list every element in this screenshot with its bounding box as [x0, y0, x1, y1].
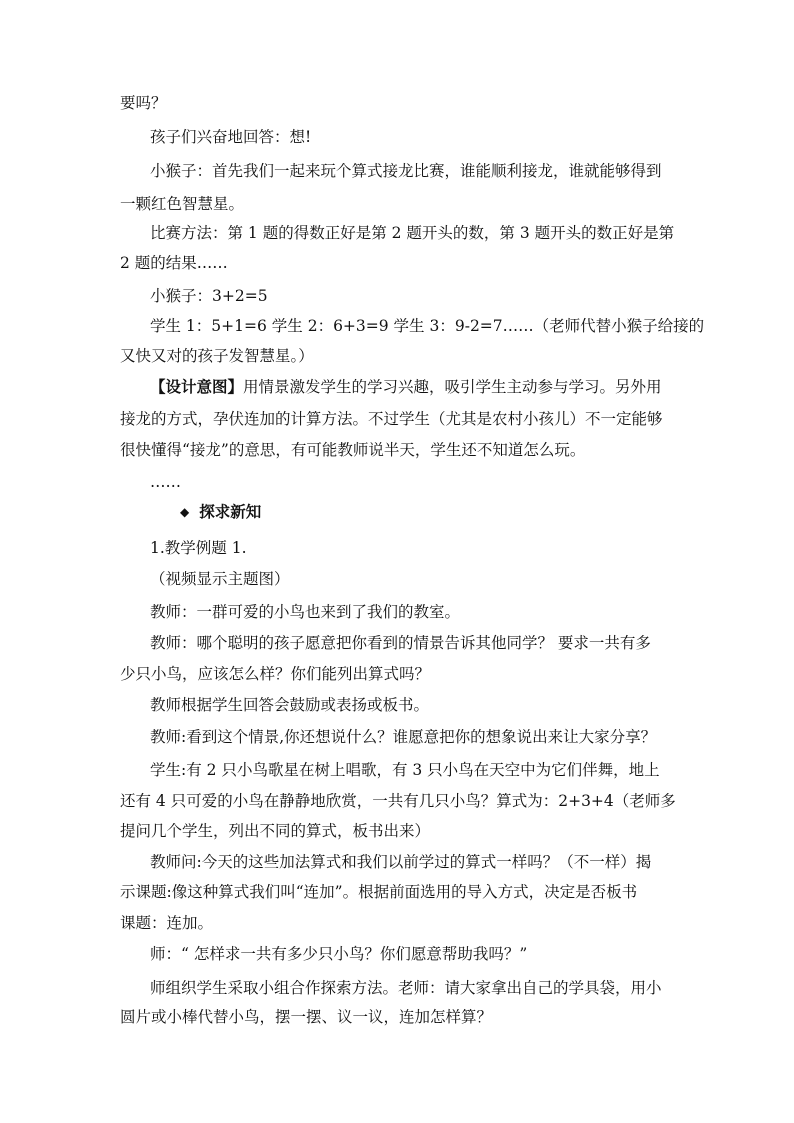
text-line: 提问几个学生，列出不同的算式，板书出来） [120, 822, 431, 840]
text-line: 示课题:像这种算式我们叫“连加”。根据前面选用的导入方式，决定是否板书 [120, 883, 638, 901]
text-line: 一颗红色智慧星。 [120, 195, 245, 213]
text-line: 2 题的结果…… [120, 254, 228, 272]
text-line: 又快又对的孩子发智慧星。） [120, 347, 314, 365]
text-line: （视频显示主题图） [150, 570, 290, 588]
diamond-bullet-icon: ◆ [180, 505, 190, 519]
section-heading [180, 502, 261, 522]
text-line: 还有 4 只可爱的小鸟在静静地欣赏，一共有几只小鸟？算式为：2+3+4（老师多 [120, 792, 676, 810]
design-intent-paragraph [150, 377, 662, 397]
text-line: 教师：一群可爱的小鸟也来到了我们的教室。 [150, 603, 461, 621]
text-line: 少只小鸟，应该怎么样？你们能列出算式吗？ [120, 665, 431, 683]
text-line: 小猴子：首先我们一起来玩个算式接龙比赛，谁能顺利接龙，谁就能够得到 [150, 162, 662, 180]
text-line: 小猴子：3+2=5 [150, 287, 268, 305]
text-line: 很快懂得“接龙”的意思，有可能教师说半天，学生还不知道怎么玩。 [120, 441, 586, 459]
section-heading-text: 探求新知 [199, 502, 262, 521]
text-line: 比赛方法：第 1 题的得数正好是第 2 题开头的数，第 3 题开头的数正好是第 [150, 224, 675, 242]
text-line: 孩子们兴奋地回答：想! [150, 128, 312, 146]
text-line: 接龙的方式，孕伏连加的计算方法。不过学生（尤其是农村小孩儿）不一定能够 [120, 410, 663, 428]
text-line: 教师：哪个聪明的孩子愿意把你看到的情景告诉其他同学？ 要求一共有多 [150, 634, 651, 652]
text-line: 要吗？ [120, 94, 167, 112]
text-line: 学生:有 2 只小鸟歌星在树上唱歌，有 3 只小鸟在天空中为它们伴舞，地上 [150, 761, 660, 779]
design-intent-label: 【设计意图】 [150, 377, 244, 396]
text-line: 教师问:今天的这些加法算式和我们以前学过的算式一样吗？（不一样）揭 [150, 853, 652, 871]
design-intent-text: 用情景激发学生的学习兴趣，吸引学生主动参与学习。另外用 [243, 378, 662, 396]
text-line: 课题：连加。 [120, 914, 214, 932]
text-line: 学生 1：5+1=6 学生 2：6+3=9 学生 3：9-2=7……（老师代替小猴子给接的 [150, 317, 705, 335]
text-line: 教师根据学生回答会鼓励或表扬或板书。 [150, 696, 430, 714]
text-line: 教师:看到这个情景,你还想说什么？谁愿意把你的想象说出来让大家分享？ [150, 728, 657, 746]
text-line: 师组织学生采取小组合作探索方法。老师：请大家拿出自己的学具袋，用小 [150, 979, 662, 997]
text-line: 师：“ 怎样求一共有多少只小鸟？你们愿意帮助我吗？” [150, 945, 528, 963]
text-line: 1.教学例题 1. [150, 539, 247, 557]
ellipsis-line: …… [150, 473, 181, 491]
text-line: 圆片或小棒代替小鸟，摆一摆、议一议，连加怎样算？ [120, 1008, 493, 1026]
